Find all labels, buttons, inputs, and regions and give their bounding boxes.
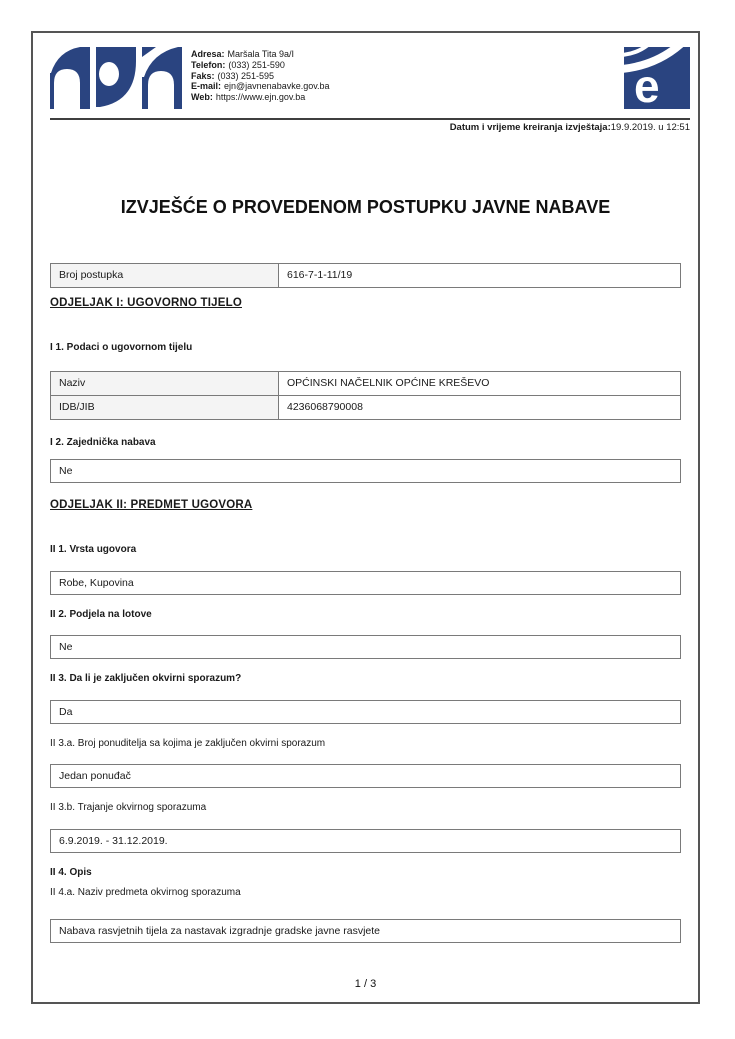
table-row xyxy=(51,263,681,287)
date-label: Datum i vrijeme kreiranja izvještaja: xyxy=(449,122,611,133)
subsection-i1-heading: I 1. Podaci o ugovornom tijelu xyxy=(50,341,193,353)
field-label-ii3a: II 3.a. Broj ponuditelja sa kojima je zaključen okvirni sporazum xyxy=(50,737,326,749)
contact-line-faks xyxy=(191,71,330,82)
field-value-box-ii2: Ne xyxy=(50,635,681,659)
field-label-ii3: II 3. Da li je zaključen okvirni sporazum? xyxy=(50,672,242,684)
table-row xyxy=(51,371,681,395)
contact-label: Adresa: xyxy=(191,49,225,59)
section-heading-odjeljak-ii: ODJELJAK II: PREDMET UGOVORA xyxy=(50,498,253,511)
field-label-ii3b: II 3.b. Trajanje okvirnog sporazuma xyxy=(50,801,207,813)
contact-label: E-mail: xyxy=(191,81,222,92)
contact-line-email xyxy=(191,81,330,92)
field-value-box-ii1: Robe, Kupovina xyxy=(50,571,681,595)
section-heading-odjeljak-i: ODJELJAK I: UGOVORNO TIJELO xyxy=(50,296,242,309)
ejn-logo-icon xyxy=(50,47,182,114)
cell-label: Broj postupka xyxy=(51,263,279,287)
field-label-ii4a: II 4.a. Naziv predmeta okvirnog sporazuma xyxy=(50,886,241,898)
field-value-box-ii3a: Jedan ponuđač xyxy=(50,764,681,788)
svg-text:e: e xyxy=(634,60,660,109)
field-value-box-ii4a: Nabava rasvjetnih tijela za nastavak izgradnje gradske javne rasvjete xyxy=(50,919,681,943)
field-label-ii1: II 1. Vrsta ugovora xyxy=(50,543,137,555)
contact-line-adresa xyxy=(191,49,330,60)
report-page xyxy=(31,31,700,1004)
contact-line-web xyxy=(191,92,330,103)
contact-value: ejn@javnenabavke.gov.ba xyxy=(224,81,330,92)
cell-value: OPĆINSKI NAČELNIK OPĆINE KREŠEVO xyxy=(279,371,681,395)
contact-value: (033) 251-590 xyxy=(228,59,285,70)
report-date-line xyxy=(50,122,690,133)
cell-label: Naziv xyxy=(51,371,279,395)
field-value-box-ii3: Da xyxy=(50,700,681,724)
date-value: 19.9.2019. u 12:51 xyxy=(610,122,690,133)
field-label-ii2: II 2. Podjela na lotove xyxy=(50,608,152,620)
cell-label: IDB/JIB xyxy=(51,395,279,419)
page-title: IZVJEŠĆE O PROVEDENOM POSTUPKU JAVNE NABAVE xyxy=(120,197,611,217)
report-header xyxy=(50,47,690,120)
contact-value: (033) 251-595 xyxy=(217,70,275,81)
cell-value: 616-7-1-11/19 xyxy=(279,263,681,287)
procedure-table xyxy=(50,263,681,288)
contact-line-telefon xyxy=(191,60,330,71)
contracting-body-table xyxy=(50,371,681,420)
cell-value: 4236068790008 xyxy=(279,395,681,419)
contact-label: Web: xyxy=(191,92,213,103)
field-label-ii4: II 4. Opis xyxy=(50,866,92,878)
contact-value: Maršala Tita 9a/I xyxy=(227,49,295,59)
field-value-box-i2: Ne xyxy=(50,459,681,483)
page-indicator: 1 / 3 xyxy=(354,978,377,990)
contact-block xyxy=(191,47,330,103)
field-label-i2: I 2. Zajednička nabava xyxy=(50,436,156,448)
contact-value: https://www.ejn.gov.ba xyxy=(215,92,306,103)
contact-label: Telefon: xyxy=(191,59,226,70)
ejn-e-badge-icon xyxy=(624,47,690,114)
contact-label: Faks: xyxy=(191,70,215,81)
field-value-box-ii3b: 6.9.2019. - 31.12.2019. xyxy=(50,829,681,853)
table-row xyxy=(51,395,681,419)
